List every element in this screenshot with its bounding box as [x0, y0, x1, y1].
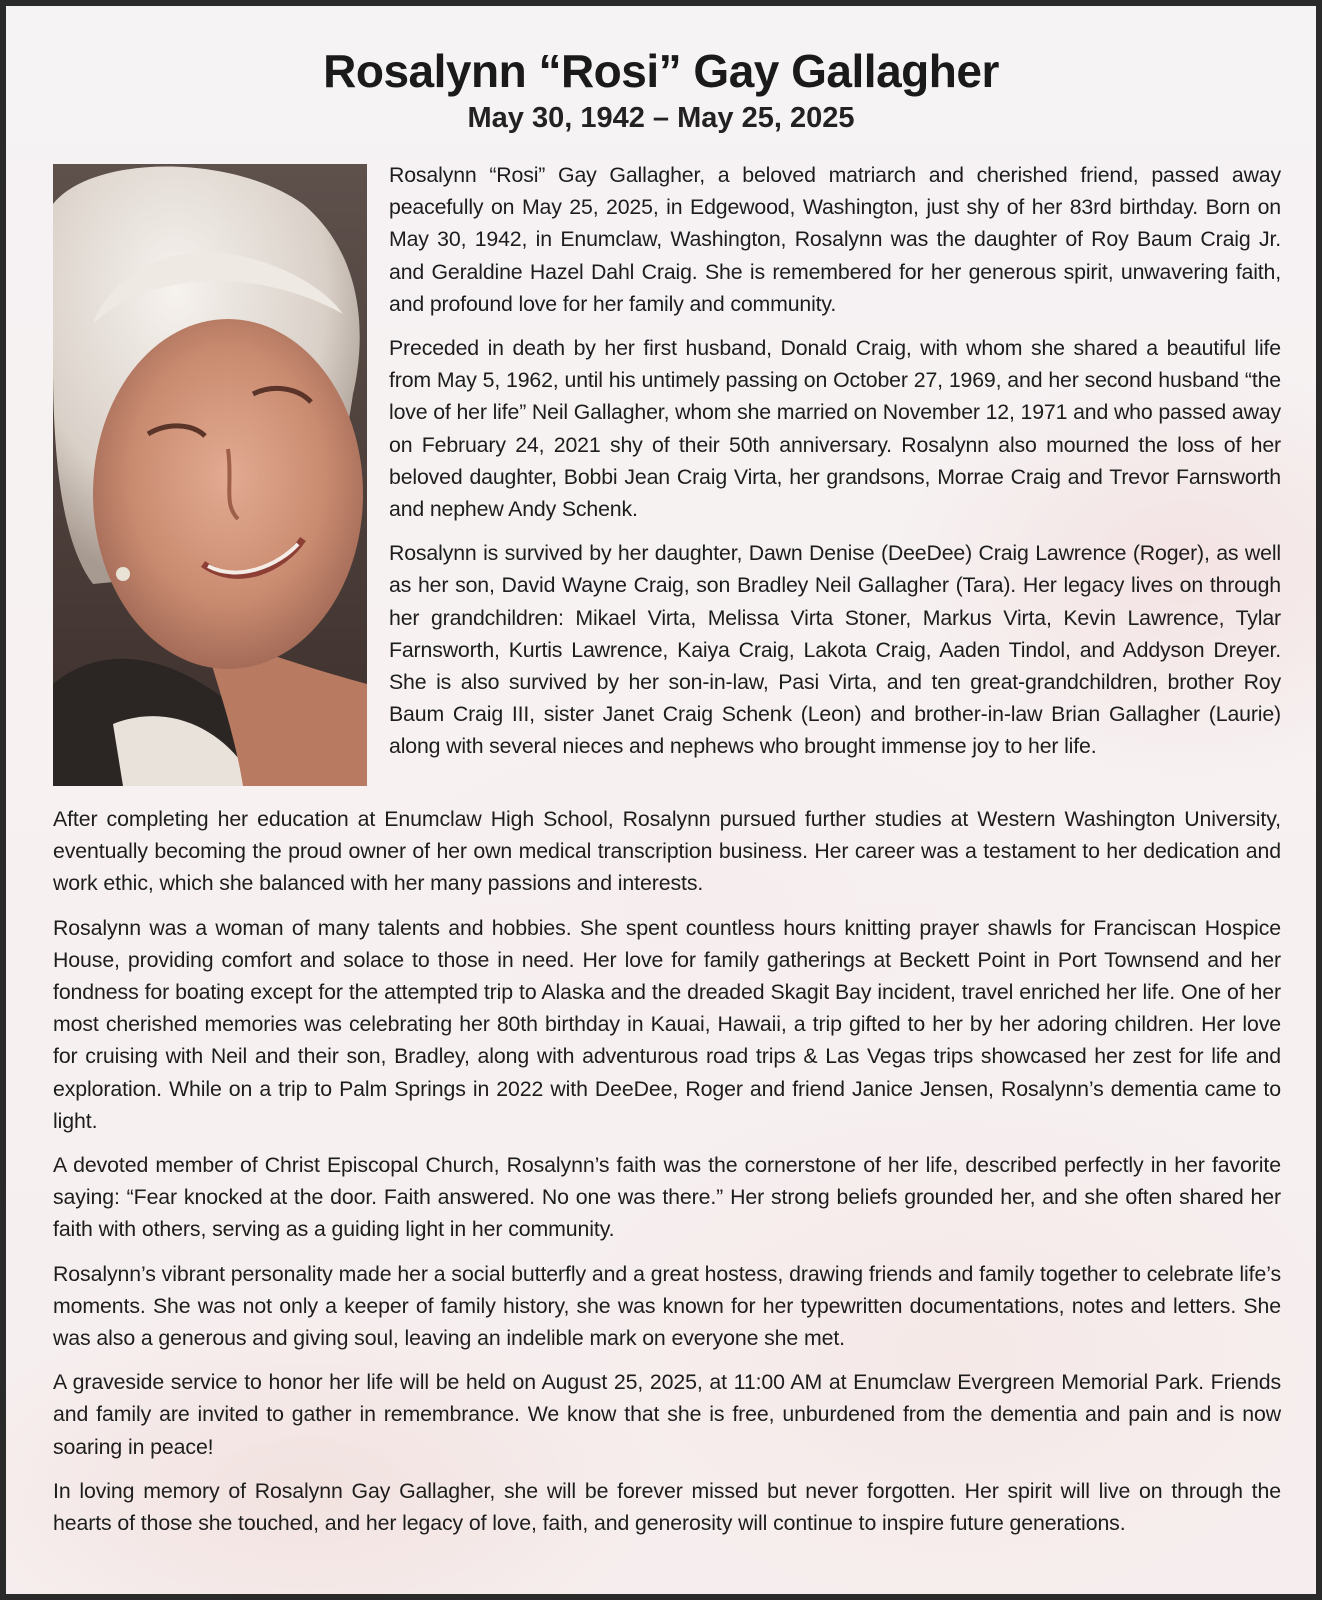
paragraph: Rosalynn is survived by her daughter, Dawn Denise (DeeDee) Craig Lawrence (Roger), as well as her son, David Wayne Craig, son Bradley Neil Gallagher (Tara). Her legacy lives on through her grandchildren: Mikael Virta, Melissa Virta Stoner, Markus Virta, Kevin Lawrence, Tylar Farnsworth, Kurtis Lawrence, Kaiya Craig, Lakota Craig, Aaden Tindol, and Addyson Dreyer. She is also survived by her son-in-law, Pasi Virta, and ten great-grandchildren, brother Roy Baum Craig III, sister Janet Craig Schenk (Leon) and brother-in-law Brian Gallagher (Laurie) along with several nieces and nephews who brought immense joy to her life.: [389, 541, 1281, 759]
paragraph: A devoted member of Christ Episcopal Church, Rosalynn’s faith was the cornerstone of her life, described perfectly in her favorite saying: “Fear knocked at the door. Faith answered. No one was there.” Her strong beliefs grounded her, and she often shared her faith with others, serving as a guiding light in her community.: [53, 1153, 1281, 1242]
paragraph: In loving memory of Rosalynn Gay Gallagher, she will be forever missed but never forgotten. Her spirit will live on through the hearts of those she touched, and her legacy of love, faith, and generosity will continue to inspire future generations.: [53, 1478, 1281, 1536]
paragraph: Rosalynn was a woman of many talents and hobbies. She spent countless hours knitting prayer shawls for Franciscan Hospice House, providing comfort and solace to those in need. Her love for family gatherings at Beckett Point in Port Townsend and her fondness for boating except for the attempted trip to Alaska and the dreaded Skagit Bay incident, travel enriched her life. One of her most cherished memories was celebrating her 80th birthday in Kauai, Hawaii, a trip gifted to her by her adoring children. Her love for cruising with Neil and their son, Bradley, along with adventurous road trips & Las Vegas trips showcased her zest for life and exploration. While on a trip to Palm Springs in 2022 with DeeDee, Roger and friend Janice Jensen, Rosalynn’s dementia came to light.: [53, 915, 1281, 1133]
paragraph: After completing her education at Enumclaw High School, Rosalynn pursued further studies at Western Washington University, eventually becoming the proud owner of her own medical transcription business. Her career was a testament to her dedication and work ethic, which she balanced with her many passions and interests.: [53, 807, 1281, 896]
paragraph: Preceded in death by her first husband, Donald Craig, with whom she shared a beautiful life from May 5, 1962, until his untimely passing on October 27, 1969, and her second husband “the love of her life” Neil Gallagher, whom she married on November 12, 1971 and who passed away on February 24, 2021 shy of their 50th anniversary. Rosalynn also mourned the loss of her beloved daughter, Bobbi Jean Craig Virta, her grandsons, Morrae Craig and Trevor Farnsworth and nephew Andy Schenk.: [389, 336, 1281, 522]
portrait-photo: [53, 164, 367, 786]
obituary-title: Rosalynn “Rosi” Gay Gallagher: [323, 45, 999, 97]
paragraph: A graveside service to honor her life will be held on August 25, 2025, at 11:00 AM at Enumclaw Evergreen Memorial Park. Friends and family are invited to gather in remembrance. We know that she is free, unburdened from the dementia and pain and is now soaring in peace!: [53, 1370, 1281, 1459]
life-dates: May 30, 1942 – May 25, 2025: [467, 102, 855, 134]
portrait-icon: [53, 164, 367, 786]
text-full-width: [53, 803, 1281, 1551]
text-beside-photo: [389, 159, 1281, 775]
paragraph: Rosalynn “Rosi” Gay Gallagher, a beloved matriarch and cherished friend, passed away peacefully on May 25, 2025, in Edgewood, Washington, just shy of her 83rd birthday. Born on May 30, 1942, in Enumclaw, Washington, Rosalynn was the daughter of Roy Baum Craig Jr. and Geraldine Hazel Dahl Craig. She is remembered for her generous spirit, unwavering faith, and profound love for her family and community.: [389, 163, 1281, 316]
paragraph: Rosalynn’s vibrant personality made her a social butterfly and a great hostess, drawing friends and family together to celebrate life’s moments. She was not only a keeper of family history, she was known for her typewritten documentations, notes and letters. She was also a generous and giving soul, leaving an indelible mark on everyone she met.: [53, 1261, 1281, 1351]
